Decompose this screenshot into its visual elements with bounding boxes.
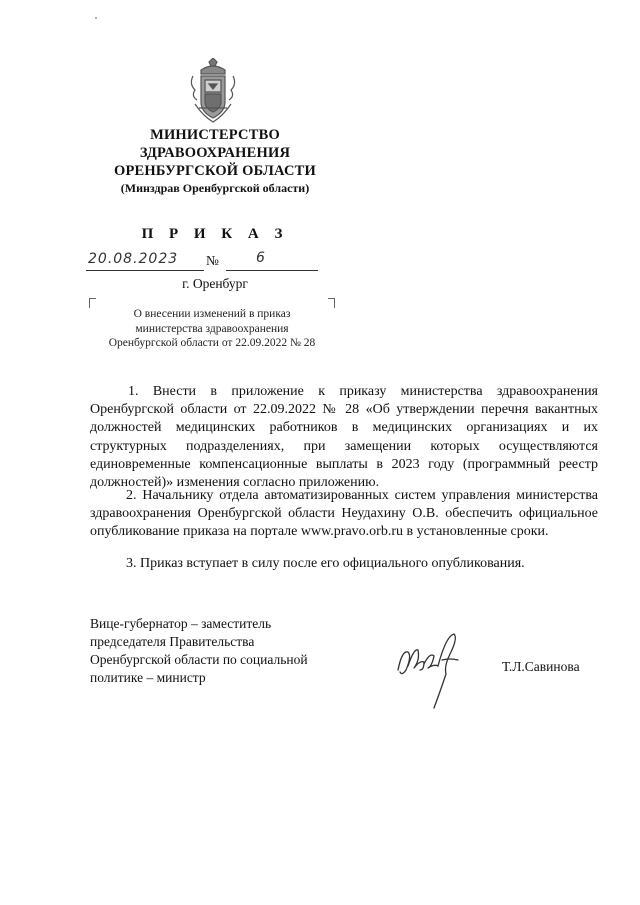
subject-line-1: О внесении изменений в приказ: [133, 308, 291, 320]
coat-of-arms-icon: [187, 58, 239, 124]
order-city: г. Оренбург: [182, 276, 248, 291]
order-title: П Р И К А З: [141, 226, 289, 242]
signatory-line-2: председателя Правительства: [90, 634, 255, 649]
ministry-name-text-2: ЗДРАВООХРАНЕНИЯ: [139, 145, 291, 161]
signatory-line-3: Оренбургской области по социальной: [90, 652, 308, 667]
body-paragraph-3: 3. Приказ вступает в силу после его официального опубликования.: [126, 556, 525, 571]
handwritten-signature: [394, 630, 466, 712]
signatory-position: [90, 615, 360, 687]
number-underline: [226, 270, 318, 271]
order-number: 6: [256, 250, 265, 266]
order-date-number-row: [86, 250, 326, 273]
order-date: 20.08.2023: [88, 251, 179, 267]
ministry-name-line-2: [60, 144, 370, 162]
ministry-name-line-3: [60, 162, 370, 180]
scan-dot: [94, 16, 98, 20]
signatory-line-1: Вице-губернатор – заместитель: [90, 616, 272, 631]
ministry-name-text-3: ОРЕНБУРГСКОЙ ОБЛАСТИ: [114, 163, 316, 179]
signatory-line-4: политике – министр: [90, 670, 206, 685]
signer-name: Т.Л.Савинова: [502, 659, 580, 674]
subject-line-2: министерства здравоохранения: [135, 322, 289, 335]
body-paragraph-1: 1. Внести в приложение к приказу министерства здравоохранения Оренбургской области от 22.09.2022 № 28 «Об утверждении перечня вакантных должностей медицинских работников в медицинских организациях и их структурных подразделениях, при замещении которых осуществляются единовременные компенсационные выплаты в 2023 году (программный реестр должностей)» изменения согласно приложению.: [90, 384, 598, 491]
subject-line-3: Оренбургской области от 22.09.2022 № 28: [108, 337, 316, 349]
ministry-name-text-1: МИНИСТЕРСТВО: [150, 127, 280, 143]
date-underline: [86, 270, 204, 271]
ministry-name-line-1: [60, 126, 370, 144]
subject-text: [89, 307, 335, 351]
ministry-short-name: (Минздрав Оренбургской области): [120, 181, 310, 195]
order-subject: [89, 298, 335, 349]
order-number-label: №: [206, 253, 219, 268]
body-paragraph-2: 2. Начальнику отдела автоматизированных систем управления министерства здравоохранения Оренбургской области Неудахину О.В. обеспечить официальное опубликование приказа на портале www.pravo.orb.ru в установленные сроки.: [90, 488, 598, 540]
